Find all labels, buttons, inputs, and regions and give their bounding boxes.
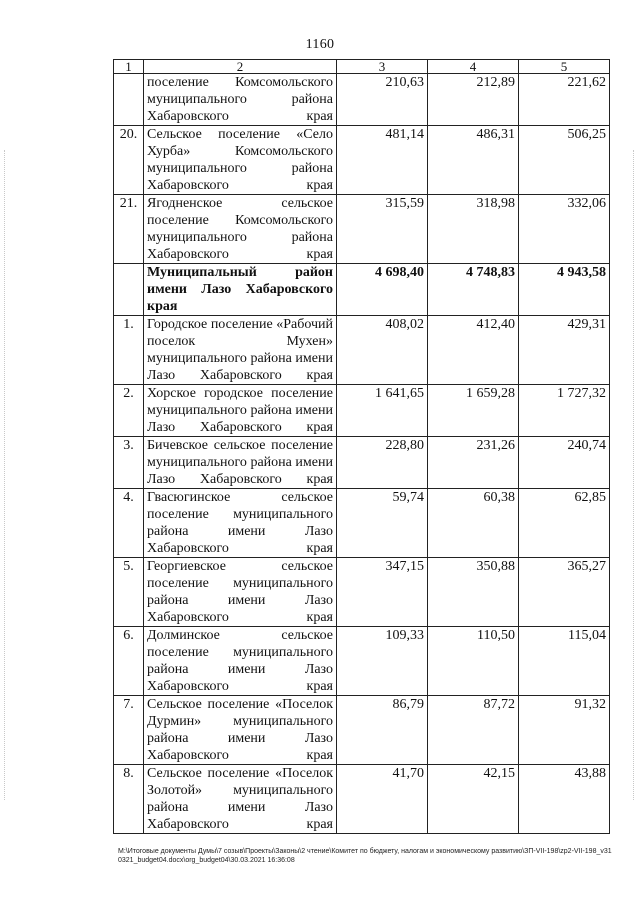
row-number: 5. [114,558,144,627]
left-margin-mark [4,150,6,800]
budget-table [113,59,610,834]
value-col-5: 91,32 [519,696,610,765]
row-number [114,264,144,316]
value-col-3: 59,74 [337,489,428,558]
row-number [114,74,144,126]
table-row-total [114,264,610,316]
table-row [114,558,610,627]
header-col-2: 2 [144,60,337,74]
value-col-3: 4 698,40 [337,264,428,316]
value-col-4: 110,50 [428,627,519,696]
value-col-3: 109,33 [337,627,428,696]
row-number: 20. [114,126,144,195]
settlement-name: Георгиевское сельское поселение муниципального района имени Лазо Хабаровского края [144,558,337,627]
value-col-4: 4 748,83 [428,264,519,316]
table-row [114,385,610,437]
settlement-name: Сельское поселение «Поселок Дурмин» муниципального района имени Лазо Хабаровского края [144,696,337,765]
header-col-4: 4 [428,60,519,74]
value-col-4: 42,15 [428,765,519,834]
table-row [114,195,610,264]
row-number: 2. [114,385,144,437]
row-number: 8. [114,765,144,834]
value-col-3: 41,70 [337,765,428,834]
value-col-4: 1 659,28 [428,385,519,437]
value-col-4: 231,26 [428,437,519,489]
value-col-4: 350,88 [428,558,519,627]
value-col-3: 210,63 [337,74,428,126]
settlement-name: Сельское поселение «Поселок Золотой» муниципального района имени Лазо Хабаровского края [144,765,337,834]
table-row [114,126,610,195]
value-col-5: 4 943,58 [519,264,610,316]
table-row [114,696,610,765]
value-col-5: 332,06 [519,195,610,264]
value-col-4: 318,98 [428,195,519,264]
value-col-3: 86,79 [337,696,428,765]
settlement-name: Городское поселение «Рабочий поселок Мухен» муниципального района имени Лазо Хабаровского края [144,316,337,385]
header-col-1: 1 [114,60,144,74]
header-col-5: 5 [519,60,610,74]
table-row [114,437,610,489]
settlement-name: Бичевское сельское поселение муниципального района имени Лазо Хабаровского края [144,437,337,489]
value-col-5: 1 727,32 [519,385,610,437]
settlement-name: Сельское поселение «Село Хурба» Комсомольского муниципального района Хабаровского края [144,126,337,195]
value-col-3: 408,02 [337,316,428,385]
value-col-3: 1 641,65 [337,385,428,437]
settlement-name: Ягодненское сельское поселение Комсомольского муниципального района Хабаровского края [144,195,337,264]
value-col-3: 228,80 [337,437,428,489]
settlement-name: Гвасюгинское сельское поселение муниципального района имени Лазо Хабаровского края [144,489,337,558]
value-col-4: 60,38 [428,489,519,558]
row-number: 3. [114,437,144,489]
row-number: 6. [114,627,144,696]
value-col-5: 365,27 [519,558,610,627]
value-col-5: 506,25 [519,126,610,195]
row-number: 1. [114,316,144,385]
settlement-name: поселение Комсомольского муниципального района Хабаровского края [144,74,337,126]
value-col-5: 43,88 [519,765,610,834]
settlement-name: Муниципальный район имени Лазо Хабаровского края [144,264,337,316]
value-col-3: 347,15 [337,558,428,627]
value-col-4: 412,40 [428,316,519,385]
value-col-3: 315,59 [337,195,428,264]
row-number: 7. [114,696,144,765]
value-col-5: 221,62 [519,74,610,126]
table-row [114,765,610,834]
value-col-3: 481,14 [337,126,428,195]
table-row [114,74,610,126]
value-col-4: 87,72 [428,696,519,765]
value-col-4: 212,89 [428,74,519,126]
header-col-3: 3 [337,60,428,74]
row-number: 21. [114,195,144,264]
value-col-5: 62,85 [519,489,610,558]
table-row [114,489,610,558]
row-number: 4. [114,489,144,558]
table-row [114,316,610,385]
right-margin-mark [633,150,635,800]
value-col-5: 240,74 [519,437,610,489]
table-row [114,627,610,696]
value-col-4: 486,31 [428,126,519,195]
page-number: 1160 [305,37,335,52]
value-col-5: 115,04 [519,627,610,696]
table-header-row [114,60,610,74]
settlement-name: Хорское городское поселение муниципального района имени Лазо Хабаровского края [144,385,337,437]
value-col-5: 429,31 [519,316,610,385]
settlement-name: Долминское сельское поселение муниципального района имени Лазо Хабаровского края [144,627,337,696]
document-path-footer: M:\Итоговые документы Думы\7 созыв\Проекты\Законы\2 чтение\Комитет по бюджету, налогам и экономическому развитию\ЗП-VII-198\zp2-VII-198_v310321_budget04.docx\org_budget04\30.03.2021 16:36:08 [118,848,612,864]
